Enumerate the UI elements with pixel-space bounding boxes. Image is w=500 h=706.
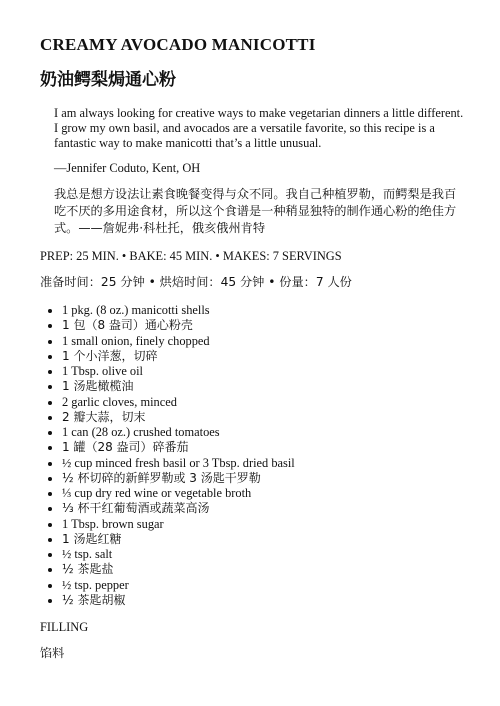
intro-author-en: —Jennifer Coduto, Kent, OH — [54, 161, 201, 175]
ingredient-item: • ⅓ 杯干红葡萄酒或蔬菜高汤 — [62, 501, 464, 516]
intro-text-zh: 我总是想方设法让素食晚餐变得与众不同。我自己种植罗勒，而鳄梨是我百吃不厌的多用途食材，所以这个食谱是一种稍显独特的制作通心粉的绝佳方式。——詹妮弗·科杜托，俄亥俄州肯特 — [54, 187, 457, 235]
section-heading-en: FILLING — [40, 620, 89, 634]
ingredient-item: • 1 个小洋葱，切碎 — [62, 349, 464, 364]
ingredient-item: • 1 汤匙红糖 — [62, 532, 464, 547]
intro-text-en: I am always looking for creative ways to make vegetarian dinners a little different. I grow my own basil, and avocados are a versatile favorite, so this recipe is a fantastic way to make manicotti that’s a little unusual. — [54, 106, 464, 150]
recipe-meta-zh: 准备时间：25 分钟 • 烘焙时间：45 分钟 • 份量：7 人份 — [40, 275, 352, 289]
ingredient-item: • 1 pkg. (8 oz.) manicotti shells — [62, 303, 464, 318]
recipe-title-en: CREAMY AVOCADO MANICOTTI — [40, 35, 316, 54]
ingredient-item: • 1 汤匙橄榄油 — [62, 379, 464, 394]
section-heading-zh: 馅料 — [40, 646, 65, 660]
recipe-meta-en: PREP: 25 MIN. • BAKE: 45 MIN. • MAKES: 7 SERVINGS — [40, 249, 342, 263]
ingredient-item: • ½ tsp. salt — [62, 547, 464, 562]
ingredient-item: • ½ cup minced fresh basil or 3 Tbsp. dried basil — [62, 456, 464, 471]
ingredient-item: • 1 Tbsp. olive oil — [62, 364, 464, 379]
ingredient-item: • 1 包（8 盎司）通心粉壳 — [62, 318, 464, 333]
ingredient-item: • ⅓ cup dry red wine or vegetable broth — [62, 486, 464, 501]
ingredient-item: • 2 garlic cloves, minced — [62, 395, 464, 410]
ingredient-item: • 1 can (28 oz.) crushed tomatoes — [62, 425, 464, 440]
ingredient-item: • ½ tsp. pepper — [62, 578, 464, 593]
ingredient-item: • 1 罐（28 盎司）碎番茄 — [62, 440, 464, 455]
ingredient-item: • ½ 茶匙胡椒 — [62, 593, 464, 608]
ingredient-item: • 1 small onion, finely chopped — [62, 334, 464, 349]
recipe-intro — [54, 106, 464, 237]
ingredient-item: • 1 Tbsp. brown sugar — [62, 517, 464, 532]
ingredient-item: • 2 瓣大蒜，切末 — [62, 410, 464, 425]
ingredient-list — [40, 303, 464, 608]
ingredient-item: • ½ 茶匙盐 — [62, 562, 464, 577]
recipe-title-zh: 奶油鳄梨焗通心粉 — [40, 70, 176, 90]
ingredient-item: • ½ 杯切碎的新鲜罗勒或 3 汤匙干罗勒 — [62, 471, 464, 486]
